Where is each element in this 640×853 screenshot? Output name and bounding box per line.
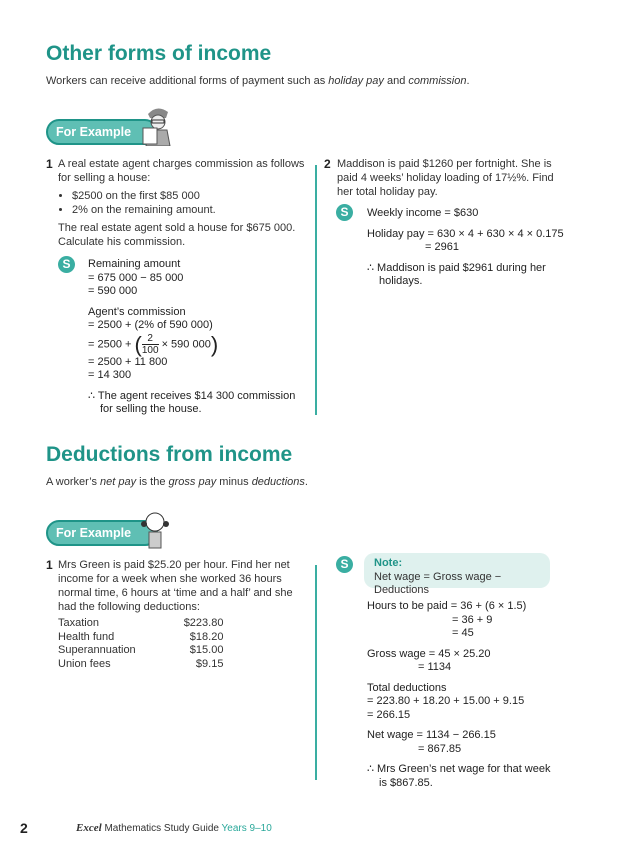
table-row	[58, 631, 223, 645]
solution-line: = 266.15	[367, 708, 411, 721]
expr: = 2500 +	[88, 337, 132, 350]
solution-icon: S	[336, 556, 353, 573]
solution-line: Weekly income = $630	[367, 207, 479, 219]
deduction-value: $9.15	[195, 657, 224, 670]
solution-line: = 1134	[418, 661, 452, 673]
question-1-text	[58, 157, 310, 249]
section-intro	[46, 476, 308, 488]
conclusion: ∴ Maddison is paid $2961 during her	[367, 261, 546, 274]
note-box	[364, 553, 550, 596]
table-row	[58, 617, 223, 631]
column-divider	[315, 165, 317, 415]
section-intro	[46, 75, 470, 87]
fraction	[142, 333, 159, 356]
solution-line: = 590 000	[88, 285, 138, 297]
deduction-label: Superannuation	[58, 644, 136, 656]
solution-line: = 45	[452, 627, 474, 639]
solution-3	[367, 600, 551, 790]
solution-line: Net wage = 1134 − 266.15	[367, 729, 496, 741]
conclusion: for selling the house.	[100, 403, 202, 415]
deduction-label: Taxation	[58, 617, 99, 629]
intro-text: minus	[216, 476, 252, 488]
deduction-value: $223.80	[183, 617, 224, 629]
section-title-other-income: Other forms of income	[46, 42, 272, 65]
conclusion: ∴ The agent receives $14 300 commission	[88, 389, 296, 402]
footer-book-title	[76, 822, 272, 834]
solution-line: Remaining amount	[88, 258, 181, 270]
intro-text: .	[304, 476, 308, 488]
question-text: A real estate agent charges commission as follows for selling a house:	[58, 158, 305, 184]
solution-1	[88, 258, 295, 417]
deduction-label: Health fund	[58, 630, 115, 643]
man-reading-illustration-icon	[140, 106, 174, 146]
for-example-label: For Example	[46, 119, 158, 145]
solution-line: Agent’s commission	[88, 305, 186, 318]
deduction-value: $15.00	[189, 644, 224, 656]
question-number: 1	[46, 157, 53, 171]
solution-line: Gross wage = 45 × 25.20	[367, 647, 491, 660]
solution-icon: S	[336, 204, 353, 221]
question-number: 1	[46, 558, 53, 572]
solution-line: = 2500 + (2% of 590 000)	[88, 319, 213, 331]
intro-text: Workers can receive additional forms of payment such as	[46, 75, 329, 87]
solution-2	[367, 207, 564, 289]
section-title-deductions: Deductions from income	[46, 443, 293, 466]
intro-em: holiday pay	[328, 75, 384, 87]
commission-rules-list	[58, 189, 310, 217]
column-divider	[315, 565, 317, 780]
solution-line: = 14 300	[88, 369, 132, 381]
question-text: Mrs Green is paid $25.20 per hour. Find her net income for a week when she worked 36 hours normal time, 6 hours at ‘time and a half’ and she had the following deductions:	[58, 559, 293, 613]
solution-line: = 675 000 − 85 000	[88, 271, 184, 284]
for-example-label: For Example	[46, 520, 158, 546]
intro-em: net pay	[100, 476, 137, 488]
expr: × 590 000	[161, 337, 211, 350]
table-row	[58, 644, 223, 658]
conclusion: ∴ Mrs Green’s net wage for that week	[367, 763, 551, 775]
intro-text: and	[383, 75, 409, 87]
intro-text: .	[466, 75, 470, 87]
page-number: 2	[20, 820, 28, 836]
solution-line: = 2500 + ( $\frac{2}{100}$ × 590 000)	[88, 331, 219, 357]
solution-line: = 36 + 9	[452, 613, 493, 626]
intro-text: A worker’s	[46, 476, 101, 488]
book-name: Mathematics Study Guide	[101, 823, 222, 834]
solution-line: = 2961	[425, 241, 459, 253]
intro-text: is the	[136, 476, 169, 488]
brand-logo: Excel	[76, 822, 102, 834]
solution-line: = 867.85	[418, 742, 462, 755]
solution-line: Holiday pay = 630 × 4 + 630 × 4 × 0.175	[367, 227, 564, 240]
intro-em: deductions	[251, 476, 305, 488]
years-label: Years 9–10	[221, 823, 272, 834]
solution-line: Hours to be paid = 36 + (6 × 1.5)	[367, 600, 527, 612]
question-number: 2	[324, 157, 331, 171]
table-row	[58, 658, 223, 672]
girl-waving-illustration-icon	[138, 510, 172, 550]
deduction-value: $18.20	[189, 630, 224, 643]
note-text: Net wage = Gross wage − Deductions	[374, 570, 502, 596]
solution-line: Total deductions	[367, 681, 447, 694]
list-item: • $2500 on the first $85 000	[72, 189, 310, 203]
denominator: 100	[141, 344, 159, 356]
intro-em: gross pay	[168, 476, 217, 488]
note-title: Note:	[374, 557, 403, 569]
solution-icon: S	[58, 256, 75, 273]
numerator: 2	[142, 333, 159, 345]
deduction-label: Union fees	[58, 657, 111, 670]
list-item: • 2% on the remaining amount.	[72, 203, 310, 217]
question-2-text: Maddison is paid $1260 per fortnight. She is paid 4 weeks’ holiday loading of 17½%. Find her total holiday pay.	[337, 158, 554, 198]
deductions-table	[58, 617, 223, 671]
solution-line: = 223.80 + 18.20 + 15.00 + 9.15	[367, 695, 525, 707]
question-text: The real estate agent sold a house for $675 000. Calculate his commission.	[58, 222, 296, 248]
conclusion: holidays.	[379, 275, 423, 287]
solution-line: = 2500 + 11 800	[88, 355, 168, 368]
intro-em: commission	[408, 75, 467, 87]
conclusion: is $867.85.	[379, 776, 433, 789]
